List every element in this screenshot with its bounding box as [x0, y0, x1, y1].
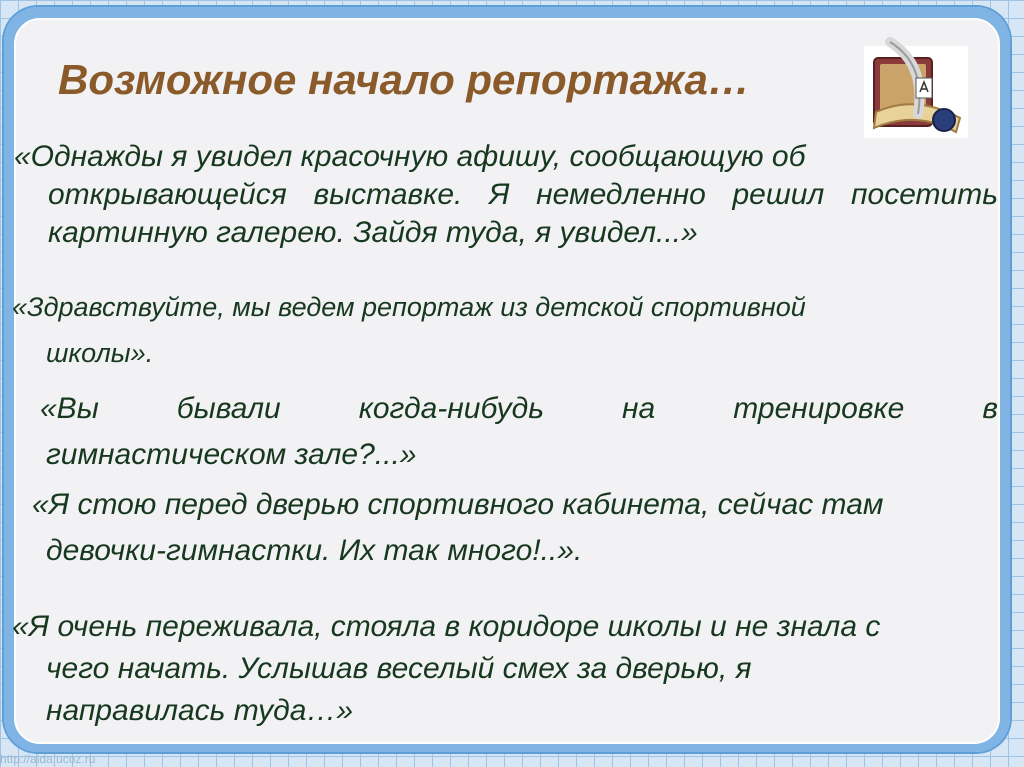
paragraph-1	[14, 138, 998, 252]
paragraph-2-rest: школы».	[46, 338, 154, 368]
paragraph-2	[12, 284, 972, 376]
watermark: http://aida.ucoz.ru	[0, 752, 96, 766]
paragraph-3	[40, 386, 998, 478]
paragraph-4-first-line: «Я стою перед дверью спортивного кабинета, сейчас там	[32, 488, 884, 521]
paragraph-5-rest-2: направилась туда…»	[46, 694, 354, 727]
paragraph-1-rest: открывающейся выставке. Я немедленно решил посетить картинную галерею. Зайдя туда, я увидел...»	[48, 178, 998, 249]
paragraph-4-rest: девочки-гимнастки. Их так много!..».	[46, 534, 583, 567]
paragraph-3-rest: гимнастическом зале?...»	[46, 438, 417, 471]
paragraph-4	[32, 482, 1004, 574]
paragraph-1-first-line: «Однажды я увидел красочную афишу, сообщающую об	[14, 140, 806, 173]
paragraph-2-first-line: «Здравствуйте, мы ведем репортаж из детской спортивной	[12, 292, 806, 322]
paragraph-5	[12, 604, 1000, 734]
slide-title: Возможное начало репортажа…	[58, 56, 750, 103]
paragraph-5-first-line: «Я очень переживала, стояла в коридоре школы и не знала с	[12, 610, 881, 643]
paragraph-5-rest: чего начать. Услышав веселый смех за дверью, я	[46, 652, 752, 685]
quill-scroll-book-icon	[856, 34, 976, 142]
paragraph-3-first-line: «Вы бывали когда-нибудь на тренировке в	[40, 392, 998, 425]
